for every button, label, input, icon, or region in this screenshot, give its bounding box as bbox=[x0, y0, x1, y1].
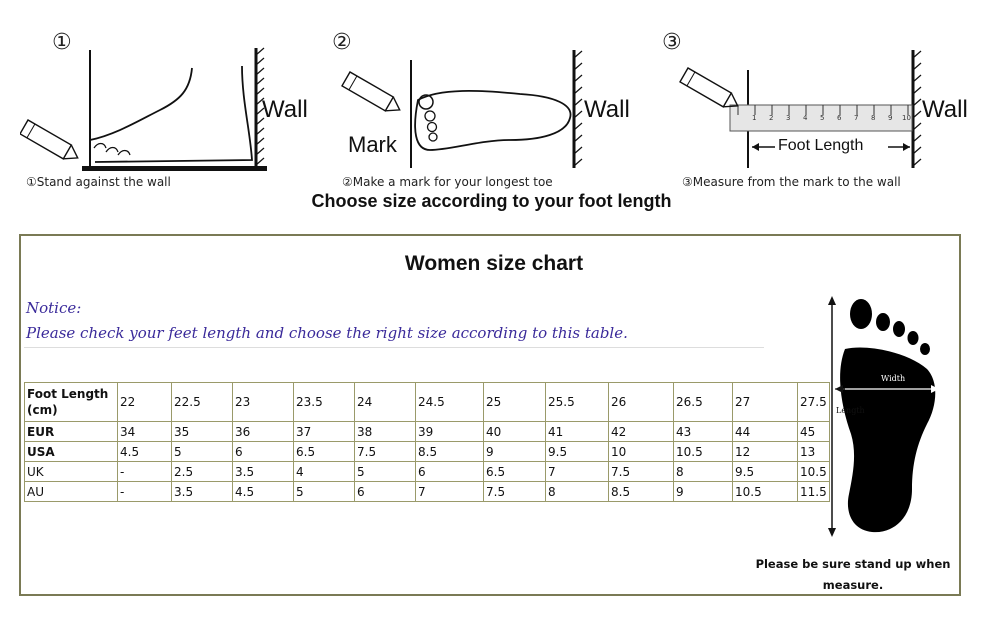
size-cell: 23.5 bbox=[294, 383, 355, 422]
notice-title: Notice: bbox=[26, 299, 82, 317]
size-cell: 38 bbox=[355, 422, 416, 442]
size-cell: 45 bbox=[798, 422, 830, 442]
foot-length-label: Length bbox=[836, 406, 865, 415]
size-cell: 12 bbox=[733, 442, 798, 462]
size-cell: 6.5 bbox=[484, 462, 546, 482]
size-cell: 35 bbox=[172, 422, 233, 442]
size-cell: 6 bbox=[416, 462, 484, 482]
step-2-caption: ②Make a mark for your longest toe bbox=[342, 175, 553, 189]
table-row bbox=[25, 422, 830, 442]
size-cell: 4.5 bbox=[118, 442, 172, 462]
table-row bbox=[25, 442, 830, 462]
size-cell: 40 bbox=[484, 422, 546, 442]
ruler-number: 2 bbox=[769, 114, 774, 122]
size-cell: 4 bbox=[294, 462, 355, 482]
size-cell: 3.5 bbox=[172, 482, 233, 502]
ruler-number: 5 bbox=[820, 114, 825, 122]
size-cell: 37 bbox=[294, 422, 355, 442]
foot-against-wall-icon bbox=[20, 0, 320, 180]
size-cell: 27 bbox=[733, 383, 798, 422]
size-cell: 7 bbox=[546, 462, 609, 482]
size-cell: 27.5 bbox=[798, 383, 830, 422]
step-2-number: ② bbox=[332, 30, 352, 55]
size-cell: 7.5 bbox=[609, 462, 674, 482]
size-cell: 8.5 bbox=[416, 442, 484, 462]
step-3-number: ③ bbox=[662, 30, 682, 55]
table-row bbox=[25, 482, 830, 502]
size-cell: 25.5 bbox=[546, 383, 609, 422]
size-cell: 41 bbox=[546, 422, 609, 442]
divider bbox=[24, 347, 764, 348]
size-cell: 25 bbox=[484, 383, 546, 422]
size-cell: 24 bbox=[355, 383, 416, 422]
wall-label: Wall bbox=[584, 96, 630, 123]
size-cell: 34 bbox=[118, 422, 172, 442]
size-cell: 10 bbox=[609, 442, 674, 462]
step-2-illustration bbox=[330, 0, 650, 190]
ruler-number: 10 bbox=[902, 114, 911, 122]
size-cell: 23 bbox=[233, 383, 294, 422]
footprint-icon bbox=[827, 294, 957, 544]
foot-length-measure-label: Foot Length bbox=[778, 137, 864, 154]
size-cell: 22.5 bbox=[172, 383, 233, 422]
ruler-number: 1 bbox=[752, 114, 757, 122]
wall-label: Wall bbox=[922, 96, 968, 123]
size-cell: 11.5 bbox=[798, 482, 830, 502]
row-label: USA bbox=[25, 442, 118, 462]
size-cell: 8 bbox=[674, 462, 733, 482]
size-cell: 8.5 bbox=[609, 482, 674, 502]
row-label: Foot Length (cm) bbox=[25, 383, 118, 422]
headline: Choose size according to your foot length bbox=[311, 191, 672, 211]
size-cell: 7 bbox=[416, 482, 484, 502]
ruler-number: 7 bbox=[854, 114, 859, 122]
wall-label: Wall bbox=[262, 96, 308, 123]
table-row bbox=[25, 383, 830, 422]
row-label: AU bbox=[25, 482, 118, 502]
size-cell: 22 bbox=[118, 383, 172, 422]
ruler-number: 4 bbox=[803, 114, 808, 122]
size-cell: 3.5 bbox=[233, 462, 294, 482]
ruler-number: 3 bbox=[786, 114, 791, 122]
size-cell: 39 bbox=[416, 422, 484, 442]
size-cell: 8 bbox=[546, 482, 609, 502]
size-cell: 36 bbox=[233, 422, 294, 442]
mark-label: Mark bbox=[348, 132, 397, 157]
size-cell: 42 bbox=[609, 422, 674, 442]
size-cell: 5 bbox=[172, 442, 233, 462]
size-cell: 13 bbox=[798, 442, 830, 462]
step-3-caption: ③Measure from the mark to the wall bbox=[682, 175, 901, 189]
size-cell: 9 bbox=[674, 482, 733, 502]
size-cell: 7.5 bbox=[355, 442, 416, 462]
size-cell: 9 bbox=[484, 442, 546, 462]
ruler-number: 8 bbox=[871, 114, 876, 122]
foot-width-label: Width bbox=[881, 374, 906, 383]
size-cell: 43 bbox=[674, 422, 733, 442]
notice bbox=[26, 296, 628, 346]
table-row bbox=[25, 462, 830, 482]
size-cell: - bbox=[118, 462, 172, 482]
ruler-number: 6 bbox=[837, 114, 842, 122]
size-table bbox=[24, 382, 830, 502]
size-cell: 10.5 bbox=[674, 442, 733, 462]
row-label: UK bbox=[25, 462, 118, 482]
size-cell: 44 bbox=[733, 422, 798, 442]
size-cell: - bbox=[118, 482, 172, 502]
size-cell: 5 bbox=[355, 462, 416, 482]
size-cell: 10.5 bbox=[733, 482, 798, 502]
size-cell: 4.5 bbox=[233, 482, 294, 502]
step-3-illustration bbox=[660, 0, 980, 190]
size-cell: 6 bbox=[233, 442, 294, 462]
size-cell: 2.5 bbox=[172, 462, 233, 482]
chart-title: Women size chart bbox=[404, 252, 584, 275]
size-cell: 9.5 bbox=[733, 462, 798, 482]
size-cell: 26.5 bbox=[674, 383, 733, 422]
row-label: EUR bbox=[25, 422, 118, 442]
size-cell: 26 bbox=[609, 383, 674, 422]
ruler-number: 9 bbox=[888, 114, 893, 122]
size-cell: 6 bbox=[355, 482, 416, 502]
size-cell: 6.5 bbox=[294, 442, 355, 462]
notice-text: Please check your feet length and choose the right size according to this table. bbox=[26, 324, 628, 342]
step-1-illustration bbox=[20, 0, 320, 190]
step-1-number: ① bbox=[52, 30, 72, 55]
size-cell: 5 bbox=[294, 482, 355, 502]
step-1-caption: ①Stand against the wall bbox=[26, 175, 171, 189]
foot-diagram bbox=[827, 294, 957, 549]
ruler-numbers bbox=[734, 114, 914, 126]
size-cell: 7.5 bbox=[484, 482, 546, 502]
size-cell: 24.5 bbox=[416, 383, 484, 422]
size-cell: 9.5 bbox=[546, 442, 609, 462]
stand-note: Please be sure stand up when measure. bbox=[755, 557, 951, 592]
size-cell: 10.5 bbox=[798, 462, 830, 482]
size-chart-panel bbox=[19, 234, 961, 596]
